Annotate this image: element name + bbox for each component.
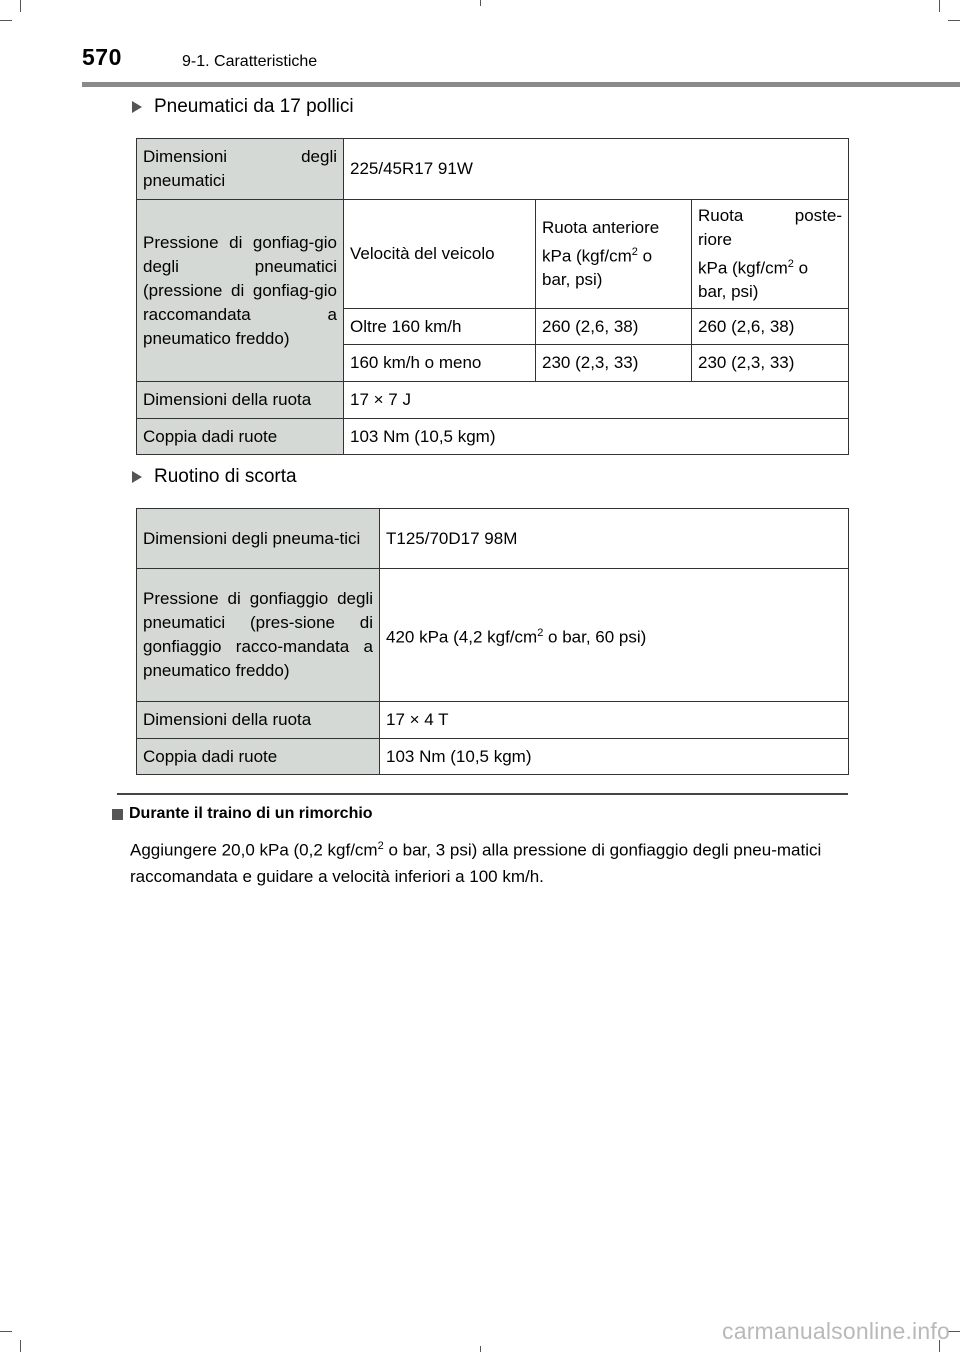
header-rule: [82, 82, 960, 87]
triangle-bullet-icon: [132, 471, 142, 483]
towing-note-title: [112, 805, 373, 823]
page-number: 570: [82, 44, 122, 70]
col-front-line1: Ruota anteriore: [542, 217, 660, 237]
table-17-inch: [136, 138, 849, 455]
col-rear-line4: bar, psi): [698, 282, 759, 302]
col-front-or: o: [637, 246, 653, 266]
col-rear-unit: kPa (kgf/cm: [698, 258, 788, 278]
spare-pressure-value: [380, 569, 849, 702]
tire-size-label: Dimensioni degli pneumatici: [137, 139, 344, 200]
front-cell: 230 (2,3, 33): [536, 345, 692, 382]
col-front-header: [536, 200, 692, 309]
table-row: [137, 200, 849, 309]
table-row: [137, 139, 849, 200]
towing-text-end: o bar, 3 psi) alla pressione di gonfiaggio degli pneu-matici raccomandata e guidare a velocità inferiori a 100 km/h.: [130, 840, 822, 886]
rear-cell: 230 (2,3, 33): [692, 345, 849, 382]
speed-cell: Oltre 160 km/h: [344, 309, 536, 345]
crop-mark: [0, 1331, 12, 1332]
col-front-line3: bar, psi): [542, 270, 603, 290]
tire-size-value: 225/45R17 91W: [344, 139, 849, 200]
crop-mark: [480, 0, 481, 6]
spare-pressure-label: Pressione di gonfiaggio degli pneumatici (pres-sione di gonfiaggio racco-mandata a pneumatico freddo): [137, 569, 380, 702]
rear-cell: 260 (2,6, 38): [692, 309, 849, 345]
superscript: 2: [631, 245, 638, 258]
crop-mark: [939, 0, 940, 12]
table-row: [137, 382, 849, 419]
heading-17-inch-text: Pneumatici da 17 pollici: [154, 96, 354, 117]
square-bullet-icon: [112, 809, 123, 820]
section-title: 9-1. Caratteristiche: [182, 53, 318, 70]
crop-mark: [0, 20, 12, 21]
spare-wheel-label: Dimensioni della ruota: [137, 702, 380, 739]
wheel-size-value: 17 × 7 J: [344, 382, 849, 419]
heading-spare-text: Ruotino di scorta: [154, 466, 297, 487]
spare-torque-value: 103 Nm (10,5 kgm): [380, 739, 849, 775]
col-rear-header: [692, 200, 849, 309]
col-rear-line1: Ruota poste-: [698, 205, 843, 225]
table-spare: [136, 508, 849, 775]
torque-value: 103 Nm (10,5 kgm): [344, 419, 849, 455]
table-row: [137, 739, 849, 775]
pressure-label: Pressione di gonfiag-gio degli pneumatici (pressione di gonfiag-gio raccomandata a pneumatico freddo): [137, 200, 344, 382]
table-row: [137, 569, 849, 702]
heading-spare: [132, 466, 297, 488]
col-rear-or: o: [793, 258, 809, 278]
superscript: 2: [537, 626, 544, 639]
towing-note-title-text: Durante il traino di un rimorchio: [129, 805, 373, 822]
col-rear-line2: riore: [698, 229, 733, 249]
col-front-unit: kPa (kgf/cm: [542, 246, 632, 266]
section-divider: [117, 793, 848, 795]
col-speed-header: Velocità del veicolo: [344, 200, 536, 309]
spare-pressure-text-end: o bar, 60 psi): [543, 627, 647, 647]
spare-pressure-text: 420 kPa (4,2 kgf/cm: [386, 627, 538, 647]
table-row: [137, 509, 849, 569]
col-front-line2: [542, 240, 685, 269]
crop-mark: [20, 1340, 21, 1352]
table-row: [137, 702, 849, 739]
wheel-size-label: Dimensioni della ruota: [137, 382, 344, 419]
col-rear-line3: [698, 252, 842, 281]
spare-size-value: T125/70D17 98M: [380, 509, 849, 569]
triangle-bullet-icon: [132, 101, 142, 113]
crop-mark: [480, 1346, 481, 1352]
speed-cell: 160 km/h o meno: [344, 345, 536, 382]
crop-mark: [20, 0, 21, 12]
front-cell: 260 (2,6, 38): [536, 309, 692, 345]
spare-size-label: Dimensioni degli pneuma-tici: [137, 509, 380, 569]
crop-mark: [948, 20, 960, 21]
superscript: 2: [787, 257, 794, 270]
spare-torque-label: Coppia dadi ruote: [137, 739, 380, 775]
table-row: [137, 419, 849, 455]
towing-note-body: [130, 833, 850, 890]
watermark: carmanualsonline.info: [722, 1318, 950, 1344]
spare-wheel-value: 17 × 4 T: [380, 702, 849, 739]
heading-17-inch: [132, 96, 354, 118]
superscript: 2: [377, 840, 384, 852]
towing-text: Aggiungere 20,0 kPa (0,2 kgf/cm: [130, 840, 378, 860]
torque-label: Coppia dadi ruote: [137, 419, 344, 455]
